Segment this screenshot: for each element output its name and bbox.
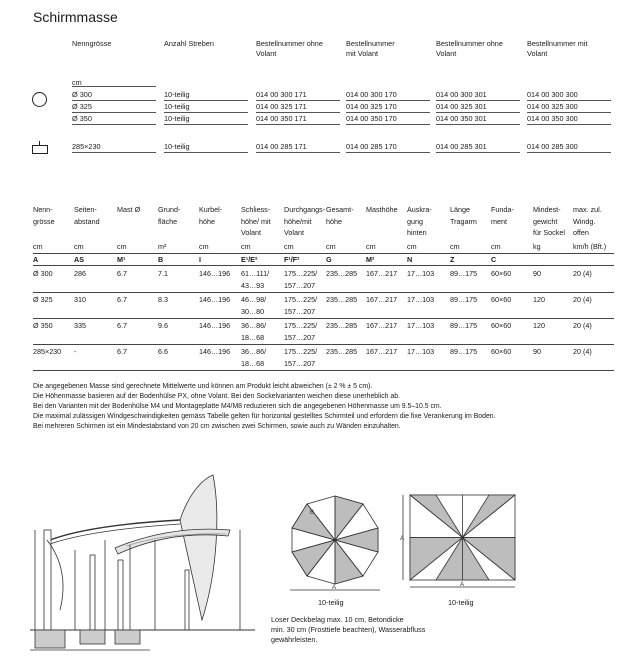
order-row xyxy=(72,141,640,153)
order-cell: Ø 350 xyxy=(72,114,92,123)
spec-letter: F¹/F² xyxy=(284,255,300,264)
rect-label-a-side: A xyxy=(400,536,405,542)
spec-header: Kurbel- höhe xyxy=(199,205,223,226)
spec-letter: AS xyxy=(74,255,84,264)
spec-cell: 310 xyxy=(74,295,86,304)
spec-cell: 90 xyxy=(533,269,541,278)
spec-letter: B xyxy=(158,255,164,264)
order-cell: 014 00 300 301 xyxy=(436,90,487,99)
spec-cell: 235…285 xyxy=(326,295,358,304)
spec-cell: 20 (4) xyxy=(573,295,592,304)
remark-line: Loser Deckbelag max. 10 cm, Betondicke xyxy=(271,615,404,624)
spec-cell: 6.7 xyxy=(117,269,127,278)
spec-cell: 6.7 xyxy=(117,295,127,304)
remark-line: min. 30 cm (Frosttiefe beachten), Wasserabfluss xyxy=(271,625,426,634)
spec-cell: 146…196 xyxy=(199,295,231,304)
table-divider xyxy=(33,344,614,345)
spec-cell: Ø 350 xyxy=(33,321,53,330)
table-divider xyxy=(33,253,614,254)
spec-cell: 167…217 xyxy=(366,269,398,278)
order-cell: 014 00 285 170 xyxy=(346,142,397,151)
order-cell: 285×230 xyxy=(72,142,101,151)
order-cell: 10-teilig xyxy=(164,142,190,151)
spec-cell: 46…98/ 30…80 xyxy=(241,295,267,316)
spec-cell: 20 (4) xyxy=(573,321,592,330)
spec-cell: 120 xyxy=(533,295,545,304)
order-row xyxy=(72,101,640,113)
spec-unit: cm xyxy=(74,242,84,251)
order-unit: cm xyxy=(72,78,82,87)
rect-caption: 10-teilig xyxy=(448,598,474,607)
spec-cell: 120 xyxy=(533,321,545,330)
order-cell: 10-teilig xyxy=(164,90,190,99)
order-cell: 014 00 350 301 xyxy=(436,114,487,123)
spec-letter: A xyxy=(33,255,39,264)
row-divider xyxy=(164,152,248,153)
spec-header: Masthöhe xyxy=(366,205,398,214)
spec-cell: Ø 300 xyxy=(33,269,53,278)
spec-cell: 6.7 xyxy=(117,347,127,356)
spec-cell: 36…86/ 18…68 xyxy=(241,347,267,368)
spec-cell: 175…225/ 157…207 xyxy=(284,295,318,316)
spec-cell: 89…175 xyxy=(450,269,478,278)
spec-header: Funda- ment xyxy=(491,205,514,226)
row-divider xyxy=(436,124,520,125)
note-line: Die Höhenmasse basieren auf der Bodenhülse PX, ohne Volant. Bei den Sockelvarianten weichen diese unerheblich ab. xyxy=(33,393,400,400)
order-header-nr-1: Bestellnummer ohne Volant xyxy=(256,39,323,58)
spec-cell: 6.6 xyxy=(158,347,168,356)
order-cell: Ø 325 xyxy=(72,102,92,111)
spec-letter: Z xyxy=(450,255,455,264)
octagon-label-a: A xyxy=(332,585,337,591)
spec-cell: 167…217 xyxy=(366,295,398,304)
foundation-remark xyxy=(271,615,461,645)
table-divider xyxy=(33,318,614,319)
spec-cell: 89…175 xyxy=(450,321,478,330)
spec-header: Seiten- abstand xyxy=(74,205,100,226)
spec-cell: 286 xyxy=(74,269,86,278)
order-cell: Ø 300 xyxy=(72,90,92,99)
spec-cell: 61…111/ 43…93 xyxy=(241,269,270,290)
order-header-size: Nenngrösse xyxy=(72,39,112,48)
spec-letter: E¹/E² xyxy=(241,255,258,264)
order-cell: 014 00 300 171 xyxy=(256,90,307,99)
spec-unit: kg xyxy=(533,242,541,251)
spec-cell: 89…175 xyxy=(450,295,478,304)
row-divider xyxy=(164,124,248,125)
order-cell: 014 00 350 170 xyxy=(346,114,397,123)
spec-cell: 36…86/ 18…68 xyxy=(241,321,267,342)
spec-cell: 146…196 xyxy=(199,269,231,278)
notes xyxy=(33,382,623,432)
row-divider xyxy=(436,152,520,153)
order-cell: 10-teilig xyxy=(164,102,190,111)
spec-header: Mindest- gewicht für Sockel xyxy=(533,205,565,238)
spec-letter: C xyxy=(491,255,497,264)
order-cell: 014 00 350 171 xyxy=(256,114,307,123)
spec-header: Länge Tragarm xyxy=(450,205,477,226)
spec-cell: 17…103 xyxy=(407,295,435,304)
row-divider xyxy=(346,152,430,153)
spec-header: Nenn- grösse xyxy=(33,205,55,226)
spec-cell: 235…285 xyxy=(326,347,358,356)
rect-label-a-bottom: A xyxy=(460,582,465,588)
spec-cell: 90 xyxy=(533,347,541,356)
spec-header: max. zul. Windg. offen xyxy=(573,205,602,238)
spec-cell: 167…217 xyxy=(366,347,398,356)
spec-cell: 7.1 xyxy=(158,269,168,278)
spec-unit: cm xyxy=(241,242,251,251)
order-cell: 014 00 325 300 xyxy=(527,102,578,111)
remark-line: gewährleisten. xyxy=(271,635,318,644)
order-cell: 10-teilig xyxy=(164,114,190,123)
spec-unit: cm xyxy=(407,242,417,251)
table-divider xyxy=(33,265,614,266)
spec-unit: cm xyxy=(450,242,460,251)
spec-cell: 9.6 xyxy=(158,321,168,330)
order-header-nr-3: Bestellnummer ohne Volant xyxy=(436,39,503,58)
row-divider xyxy=(256,152,340,153)
spec-letter: I xyxy=(199,255,201,264)
order-cell: 014 00 300 170 xyxy=(346,90,397,99)
spec-cell: Ø 325 xyxy=(33,295,53,304)
spec-unit: cm xyxy=(284,242,294,251)
rectangular-shape-icon xyxy=(32,145,48,154)
octagon-drawing xyxy=(280,488,390,593)
spec-header: Grund- fläche xyxy=(158,205,181,226)
spec-header: Auskra- gung hinten xyxy=(407,205,432,238)
spec-cell: 335 xyxy=(74,321,86,330)
spec-unit: cm xyxy=(326,242,336,251)
spec-unit: m² xyxy=(158,242,167,251)
row-divider xyxy=(527,152,611,153)
row-divider xyxy=(527,124,611,125)
rectangle-drawing xyxy=(400,490,525,595)
spec-header: Mast Ø xyxy=(117,205,141,214)
spec-cell: 60×60 xyxy=(491,269,512,278)
note-line: Die angegebenen Masse sind gerechnete Mittelwerte und können am Produkt leicht abweichen (± 2 % ± 5 cm). xyxy=(33,383,373,390)
spec-letter: G xyxy=(326,255,332,264)
spec-cell: 6.7 xyxy=(117,321,127,330)
table-divider xyxy=(33,292,614,293)
spec-header: Durchgangs- höhe/mit Volant xyxy=(284,205,326,238)
spec-cell: 89…175 xyxy=(450,347,478,356)
row-divider xyxy=(346,124,430,125)
octagon-caption: 10-teilig xyxy=(318,598,344,607)
round-shape-icon xyxy=(32,92,47,107)
table-divider xyxy=(33,370,614,371)
spec-cell: 60×60 xyxy=(491,295,512,304)
spec-cell: 175…225/ 157…207 xyxy=(284,321,318,342)
spec-cell: 235…285 xyxy=(326,269,358,278)
spec-unit: cm xyxy=(199,242,209,251)
spec-cell: 146…196 xyxy=(199,347,231,356)
order-header-nr-2: Bestellnummer mit Volant xyxy=(346,39,395,58)
row-divider xyxy=(72,124,156,125)
spec-cell: 8.3 xyxy=(158,295,168,304)
spec-cell: 285×230 xyxy=(33,347,62,356)
order-cell: 014 00 325 171 xyxy=(256,102,307,111)
spec-cell: 60×60 xyxy=(491,321,512,330)
order-cell: 014 00 325 301 xyxy=(436,102,487,111)
spec-cell: 17…103 xyxy=(407,347,435,356)
spec-unit: cm xyxy=(491,242,501,251)
row-divider xyxy=(72,152,156,153)
spec-cell: 235…285 xyxy=(326,321,358,330)
octagon-label-b: B xyxy=(310,510,315,516)
spec-cell: 60×60 xyxy=(491,347,512,356)
page-title: Schirmmasse xyxy=(33,9,118,25)
spec-header: Gesamt- höhe xyxy=(326,205,354,226)
spec-cell: 20 (4) xyxy=(573,347,592,356)
spec-cell: - xyxy=(74,347,77,356)
spec-cell: 17…103 xyxy=(407,321,435,330)
spec-cell: 175…225/ 157…207 xyxy=(284,347,318,368)
note-line: Bei den Varianten mit der Bodenhülse M4 und Montageplatte M4/M8 reduzieren sich die angegebenen Höhenmasse um 9.5–10.5 cm. xyxy=(33,403,442,410)
order-cell: 014 00 285 301 xyxy=(436,142,487,151)
spec-cell: 175…225/ 157…207 xyxy=(284,269,318,290)
order-header-nr-4: Bestellnummer mit Volant xyxy=(527,39,588,58)
spec-unit: km/h (Bft.) xyxy=(573,242,607,251)
spec-unit: cm xyxy=(366,242,376,251)
side-view-drawing xyxy=(30,470,255,655)
order-row xyxy=(72,113,640,125)
spec-letter: M² xyxy=(366,255,375,264)
order-cell: 014 00 300 300 xyxy=(527,90,578,99)
spec-cell: 17…103 xyxy=(407,269,435,278)
order-cell: 014 00 350 300 xyxy=(527,114,578,123)
spec-cell: 167…217 xyxy=(366,321,398,330)
spec-cell: 20 (4) xyxy=(573,269,592,278)
note-line: Die maximal zulässigen Windgeschwindigkeiten gemäss Tabelle gelten für horizontal gestelltes Schirmteil und erfordern die fixe Verankerung im Boden. xyxy=(33,413,496,420)
row-divider xyxy=(256,124,340,125)
spec-letter: M¹ xyxy=(117,255,126,264)
spec-unit: cm xyxy=(117,242,127,251)
order-row xyxy=(72,89,640,101)
order-cell: 014 00 325 170 xyxy=(346,102,397,111)
spec-header: Schliess- höhe/ mit Volant xyxy=(241,205,271,238)
order-cell: 014 00 285 300 xyxy=(527,142,578,151)
order-header-struts: Anzahl Streben xyxy=(164,39,214,48)
spec-letter: N xyxy=(407,255,413,264)
note-line: Bei mehreren Schirmen ist ein Mindestabstand von 20 cm zwischen zwei Schirmen, sowie auch zu Wänden einzuhalten. xyxy=(33,423,401,430)
order-cell: 014 00 285 171 xyxy=(256,142,307,151)
spec-unit: cm xyxy=(33,242,43,251)
spec-cell: 146…196 xyxy=(199,321,231,330)
